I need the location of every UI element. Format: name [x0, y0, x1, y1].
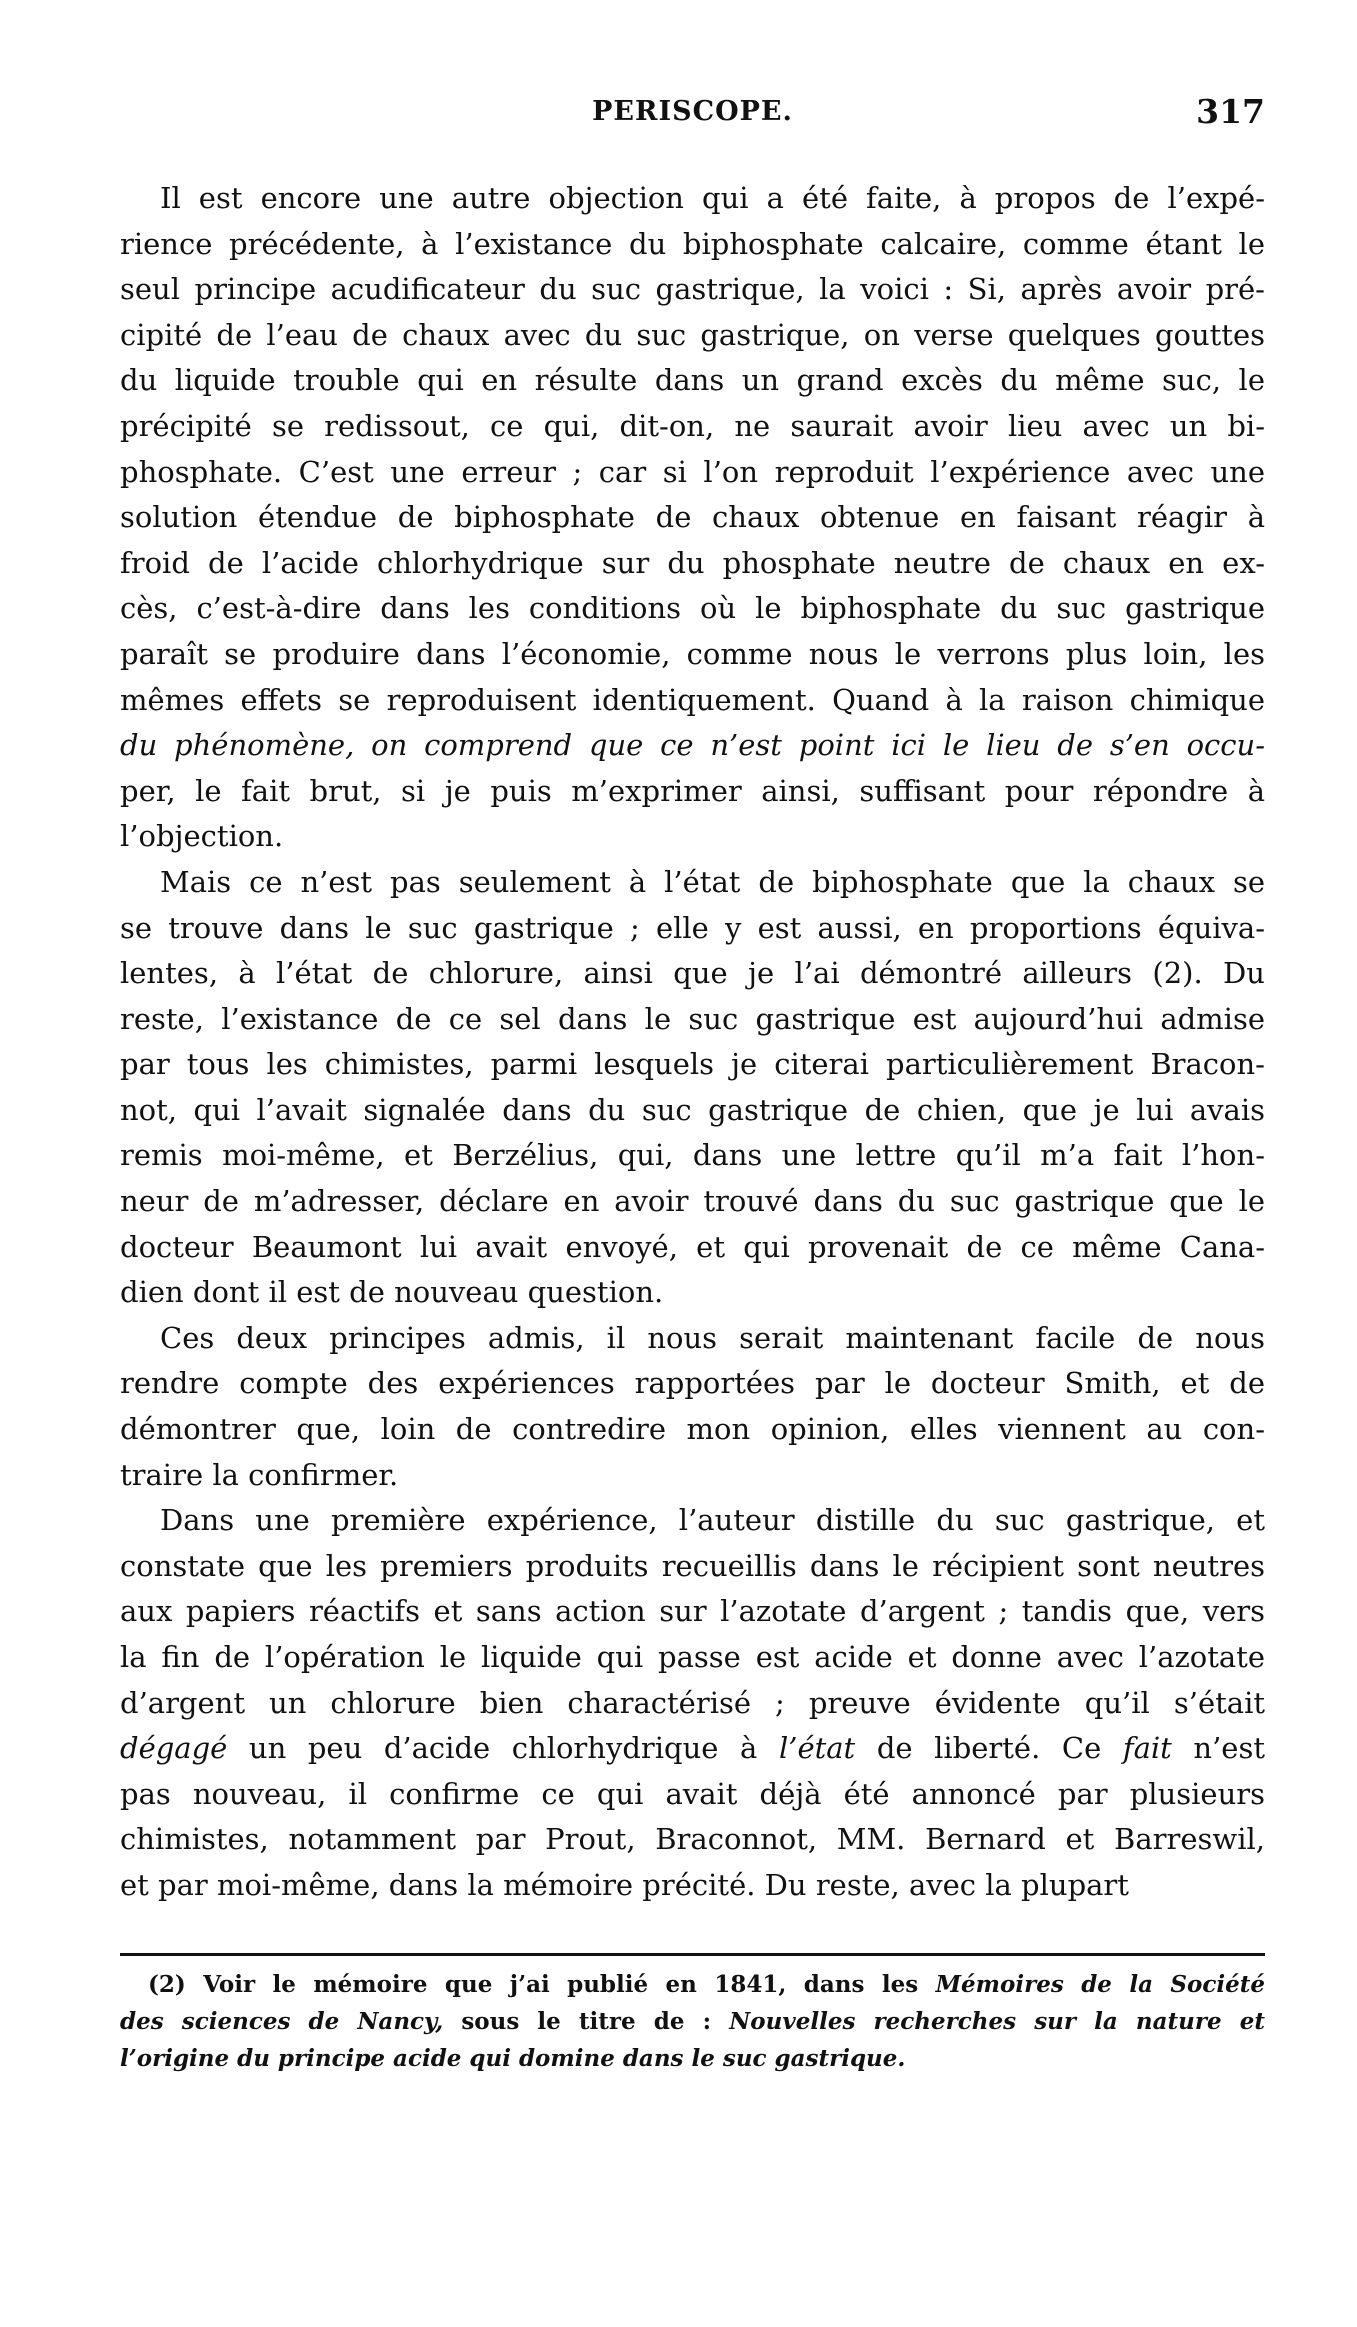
text-run: dien dont il est de nouveau question.	[120, 1275, 664, 1310]
italic-text-run: l’état	[778, 1731, 856, 1766]
text-run: la fin de l’opération le liquide qui passe est acide et donne avec l’azotate	[120, 1640, 1265, 1674]
text-line	[120, 176, 1265, 222]
text-run: docteur Beaumont lui avait envoyé, et qui provenait de ce même Cana-	[120, 1229, 1265, 1264]
text-line	[120, 1726, 1265, 1772]
text-run: n’est	[1171, 1731, 1266, 1766]
text-run: froid de l’acide chlorhydrique sur du phosphate neutre de chaux en ex-	[120, 545, 1265, 580]
italic-text-run: Mémoires de la Société	[935, 1971, 1266, 1998]
text-run: rience précédente, à l’existance du biphosphate calcaire, comme étant le	[120, 226, 1265, 261]
text-line	[120, 1179, 1265, 1225]
italic-text-run: fait	[1122, 1731, 1172, 1766]
text-line	[120, 678, 1265, 724]
text-run: sous le titre de :	[443, 2008, 730, 2035]
text-line	[120, 1133, 1265, 1179]
text-line	[120, 1498, 1265, 1544]
text-run: mêmes effets se reproduisent identiquement. Quand à la raison chimique	[120, 682, 1265, 717]
text-line	[120, 267, 1265, 313]
text-line	[120, 313, 1265, 359]
text-run: not, qui l’avait signalée dans du suc gastrique de chien, que je lui avais	[120, 1092, 1265, 1127]
text-run: et par moi-même, dans la mémoire précité. Du reste, avec la plupart	[120, 1867, 1129, 1902]
text-run: d’argent un chlorure bien charactérisé ; preuve évidente qu’il s’était	[120, 1685, 1265, 1720]
text-run: de liberté. Ce	[855, 1731, 1123, 1766]
text-run: per, le fait brut, si je puis m’exprimer ainsi, suffisant pour répondre à	[120, 773, 1265, 808]
text-line	[120, 723, 1265, 769]
footnote-line	[120, 2003, 1265, 2040]
text-run: chimistes, notamment par Prout, Braconnot, MM. Bernard et Barreswil,	[120, 1822, 1265, 1857]
text-line	[120, 860, 1265, 906]
text-line	[120, 1544, 1265, 1590]
text-line	[120, 1361, 1265, 1407]
text-run: un peu d’acide chlorhydrique à	[227, 1731, 779, 1766]
text-run: lentes, à l’état de chlorure, ainsi que je l’ai démontré ailleurs (2). Du	[120, 956, 1265, 991]
text-run: neur de m’adresser, déclare en avoir trouvé dans du suc gastrique que le	[120, 1184, 1265, 1219]
text-run: démontrer que, loin de contredire mon opinion, elles viennent au con-	[120, 1412, 1265, 1447]
text-line	[120, 1088, 1265, 1134]
text-run: traire la confirmer.	[120, 1457, 399, 1492]
text-line	[120, 586, 1265, 632]
text-run: remis moi-même, et Berzélius, qui, dans une lettre qu’il m’a fait l’hon-	[120, 1138, 1265, 1173]
body-text	[120, 176, 1265, 1909]
text-run: solution étendue de biphosphate de chaux obtenue en faisant réagir à	[120, 500, 1265, 535]
page-header	[120, 92, 1265, 136]
text-line	[120, 1407, 1265, 1453]
text-run: cipité de l’eau de chaux avec du suc gastrique, on verse quelques gouttes	[120, 317, 1265, 352]
text-line	[120, 222, 1265, 268]
text-line	[120, 906, 1265, 952]
text-run: du liquide trouble qui en résulte dans un grand excès du même suc, le	[120, 363, 1265, 398]
footnote-rule	[120, 1953, 1265, 1956]
italic-text-run: l’origine du principe acide qui domine dans le suc gastrique.	[120, 2045, 906, 2072]
text-line	[120, 1817, 1265, 1863]
text-run: Il est encore une autre objection qui a été faite, à propos de l’expé-	[160, 181, 1265, 215]
italic-text-run: Nouvelles recherches sur la nature et	[729, 2008, 1265, 2035]
italic-text-run: du phénomène, on comprend que ce n’est point ici le lieu de s’en occu-	[120, 728, 1265, 763]
text-line	[120, 1772, 1265, 1818]
text-run: (2) Voir le mémoire que j’ai publié en 1841, dans les	[148, 1971, 936, 1998]
text-line	[120, 1225, 1265, 1271]
text-run: seul principe acudificateur du suc gastrique, la voici : Si, après avoir pré-	[120, 272, 1265, 307]
text-line	[120, 769, 1265, 815]
text-run: Dans une première expérience, l’auteur distille du suc gastrique, et	[160, 1503, 1265, 1538]
text-run: par tous les chimistes, parmi lesquels je citerai particulièrement Bracon-	[120, 1047, 1265, 1082]
italic-text-run: dégagé	[120, 1731, 228, 1766]
text-run: précipité se redissout, ce qui, dit-on, ne saurait avoir lieu avec un bi-	[120, 408, 1265, 443]
text-run: pas nouveau, il confirme ce qui avait déjà été annoncé par plusieurs	[120, 1776, 1265, 1811]
text-run: phosphate. C’est une erreur ; car si l’on reproduit l’expérience avec une	[120, 454, 1265, 489]
page-number: 317	[1196, 92, 1265, 131]
text-line	[120, 404, 1265, 450]
text-run: cès, c’est-à-dire dans les conditions où le biphosphate du suc gastrique	[120, 591, 1265, 626]
paragraph	[120, 860, 1265, 1316]
text-run: Ces deux principes admis, il nous serait maintenant facile de nous	[160, 1320, 1265, 1355]
text-line	[120, 1453, 1265, 1499]
running-head: PERISCOPE.	[592, 96, 793, 127]
text-line	[120, 997, 1265, 1043]
text-run: se trouve dans le suc gastrique ; elle y est aussi, en proportions équiva-	[120, 910, 1265, 945]
text-run: reste, l’existance de ce sel dans le suc gastrique est aujourd’hui admise	[120, 1001, 1265, 1036]
footnote-line	[120, 2040, 1265, 2077]
footnote-line	[120, 1966, 1265, 2003]
text-line	[120, 1589, 1265, 1635]
text-line	[120, 814, 1265, 860]
text-run: constate que les premiers produits recueillis dans le récipient sont neutres	[120, 1548, 1265, 1583]
paragraph	[120, 1498, 1265, 1908]
text-run: l’objection.	[120, 819, 284, 854]
italic-text-run: des sciences de Nancy,	[120, 2008, 444, 2035]
text-line	[120, 1316, 1265, 1362]
text-line	[120, 1863, 1265, 1909]
text-line	[120, 1635, 1265, 1681]
text-line	[120, 495, 1265, 541]
text-line	[120, 632, 1265, 678]
text-line	[120, 1681, 1265, 1727]
text-run: paraît se produire dans l’économie, comme nous le verrons plus loin, les	[120, 636, 1265, 671]
text-run: rendre compte des expériences rapportées par le docteur Smith, et de	[120, 1366, 1265, 1401]
footnote	[120, 1966, 1265, 2077]
text-line	[120, 951, 1265, 997]
text-run: Mais ce n’est pas seulement à l’état de biphosphate que la chaux se	[160, 864, 1265, 899]
paragraph	[120, 176, 1265, 860]
text-line	[120, 1042, 1265, 1088]
text-line	[120, 450, 1265, 496]
paragraph	[120, 1316, 1265, 1498]
text-run: aux papiers réactifs et sans action sur l’azotate d’argent ; tandis que, vers	[120, 1594, 1265, 1629]
text-line	[120, 541, 1265, 587]
text-line	[120, 358, 1265, 404]
text-line	[120, 1270, 1265, 1316]
